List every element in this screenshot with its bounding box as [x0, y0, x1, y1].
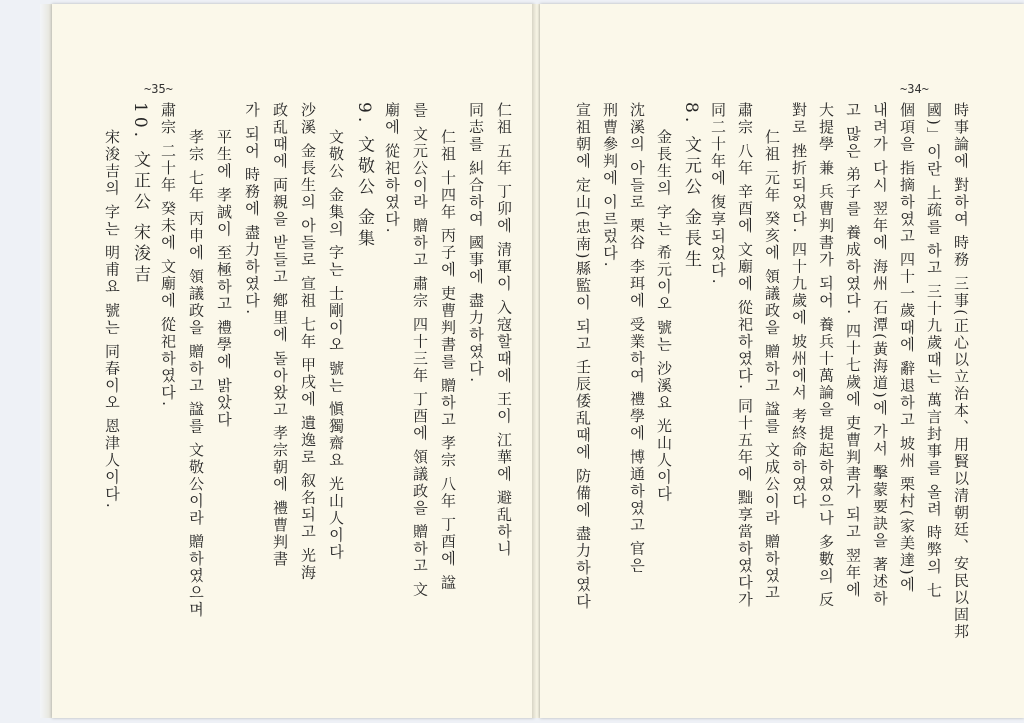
text-line: 가 되어 時務에 盡力하였다.: [243, 102, 261, 317]
text-line: 宋浚吉의 字는 明甫요 號는 同春이오 恩津人이다.: [103, 129, 121, 510]
text-line: 沈溪의 아들로 栗谷 李珥에 受業하여 禮學에 博通하였고 官은: [628, 102, 646, 575]
text-line: 同志를 糾合하여 國事에 盡力하였다.: [467, 102, 485, 385]
text-line: 時事論에 對하여 時務 三事(正心以立治本、用賢以清朝廷、安民以固邦: [952, 102, 970, 641]
left-page: [52, 4, 534, 718]
section-heading: 8. 文元公 金長生: [681, 102, 701, 272]
text-line: 宣祖朝에 定山(忠南)縣監이 되고 壬辰倭乱때에 防備에 盡力하였다: [574, 102, 592, 611]
text-line: 내려가 다시 翌年에 海州 石潭(黃海道)에 가서 擊蒙要訣을 著述하: [871, 102, 889, 608]
text-line: 를 文元公이라 贈하고 肅宗 四十三年 丁酉에 領議政을 贈하고 文: [411, 102, 429, 599]
text-line: 肅宗 二十年 癸未에 文廟에 從祀하였다.: [159, 102, 177, 408]
text-line: 國)」이란 上疏를 하고 三十九歲때는 萬言封事를 올려 時弊의 七: [925, 102, 943, 600]
page-number: ~35~: [144, 82, 173, 96]
text-line: 仁祖 十四年 丙子에 吏曹判書를 贈하고 孝宗 八年 丁酉에 諡: [439, 129, 457, 592]
text-line: 金長生의 字는 希元이오 號는 沙溪요 光山人이다: [655, 129, 673, 503]
text-line: 廟에 從祀하였다.: [383, 102, 401, 235]
text-line: 個項을 指摘하였고 四十一歲때에 辭退하고 坡州 栗村(家美達)에: [898, 102, 916, 594]
text-line: 仁祖 五年 丁卯에 清軍이 入寇할때에 王이 江華에 避乱하니: [495, 102, 513, 558]
text-line: 孝宗 七年 丙申에 領議政을 贈하고 諡를 文敬公이라 贈하였으며: [187, 129, 205, 619]
page-number: ~34~: [900, 82, 929, 96]
text-line: 刑曹參判에 이르렀다.: [601, 102, 619, 269]
text-line: 고 많은 弟子를 養成하였다. 四十七歲에 吏曹判書가 되고 翌年에: [844, 102, 862, 599]
section-heading: 9. 文敬公 金集: [354, 102, 374, 251]
text-line: 對로 挫折되었다. 四十九歲에 坡州에서 考終命하였다: [790, 102, 808, 510]
text-line: 沙溪 金長生의 아들로 宣祖 七年 甲戌에 遺逸로 叙名되고 光海: [299, 102, 317, 582]
text-line: 同二十年에 復享되었다.: [709, 102, 727, 286]
text-line: 肅宗 八年 辛酉에 文廟에 從祀하였다. 同十五年에 黜享當하였다가: [736, 102, 754, 609]
text-line: 仁祖 元年 癸亥에 領議政을 贈하고 諡를 文成公이라 贈하였고: [763, 129, 781, 602]
right-page: [540, 4, 1024, 718]
text-line: 平生에 孝誠이 至極하고 禮學에 밝았다: [215, 129, 233, 429]
text-line: 政乱때에 両親을 받들고 鄕里에 돌아왔고 孝宗朝에 禮曹判書: [271, 102, 289, 568]
text-line: 大提學 兼 兵曹判書가 되어 養兵十萬論을 提起하였으나 多數의 反: [817, 102, 835, 609]
text-line: 文敬公 金集의 字는 士剛이오 號는 愼獨齋요 光山人이다: [327, 129, 345, 561]
section-heading: 10. 文正公 宋浚吉: [130, 102, 150, 286]
